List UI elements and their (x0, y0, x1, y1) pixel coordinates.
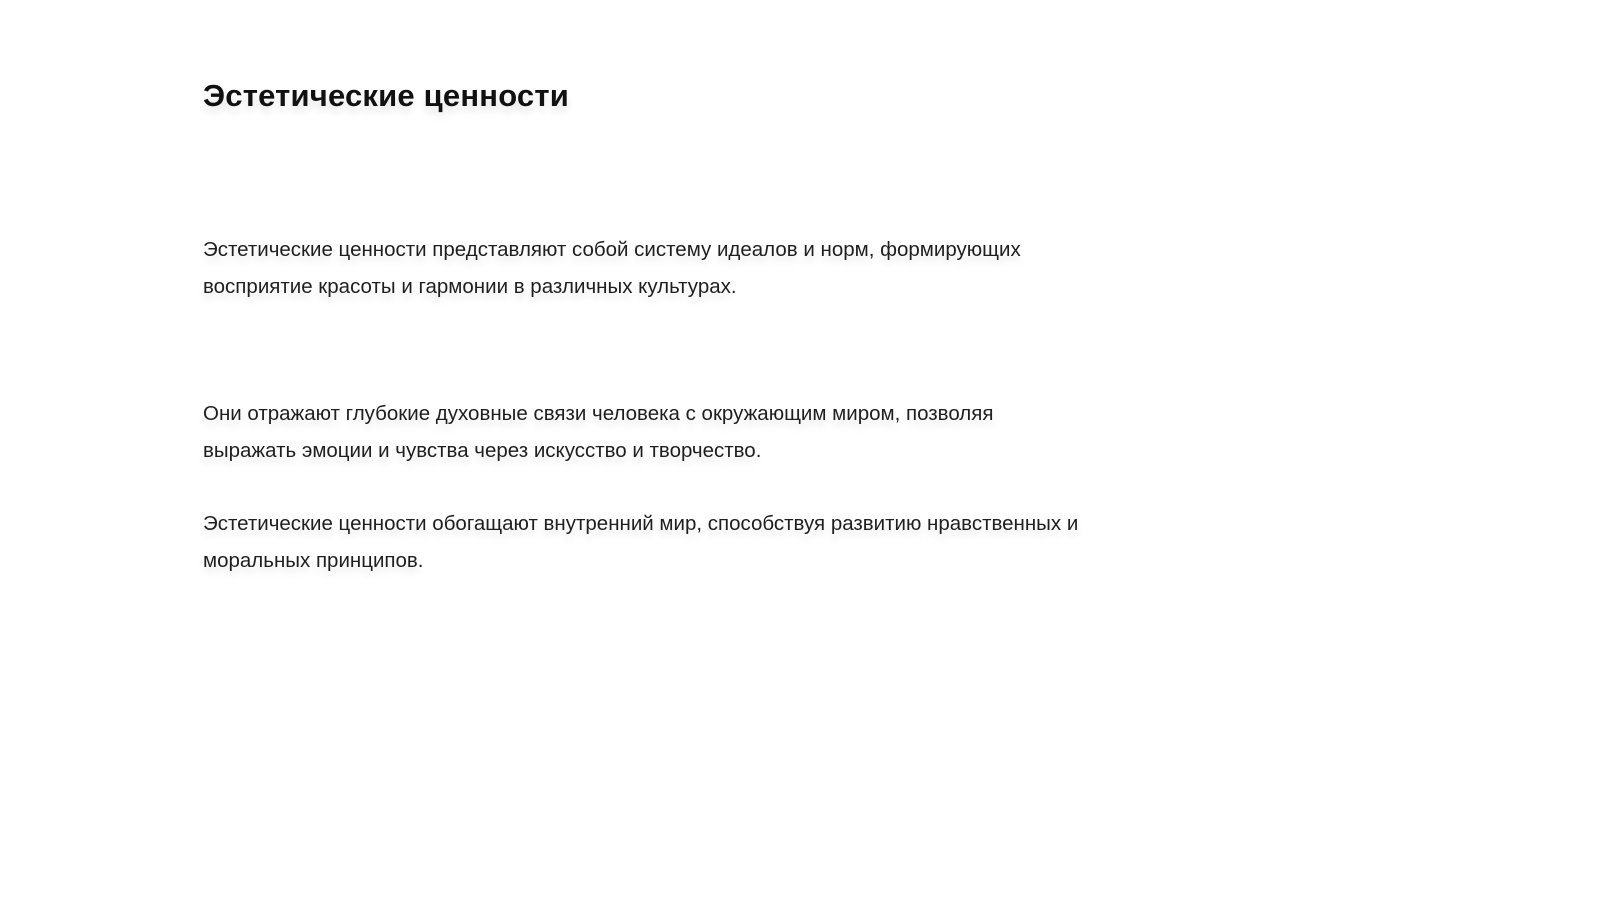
paragraph-1: Эстетические ценности представляют собой систему идеалов и норм, формирующих восприятие красоты и гармонии в различных культурах. (203, 238, 1021, 298)
paragraph-3: Эстетические ценности обогащают внутренний мир, способствуя развитию нравственных и моральных принципов. (203, 512, 1079, 572)
paragraph-2: Они отражают глубокие духовные связи человека с окружающим миром, позволяя выражать эмоции и чувства через искусство и творчество. (203, 402, 994, 462)
slide-title: Эстетические ценности (203, 78, 569, 113)
